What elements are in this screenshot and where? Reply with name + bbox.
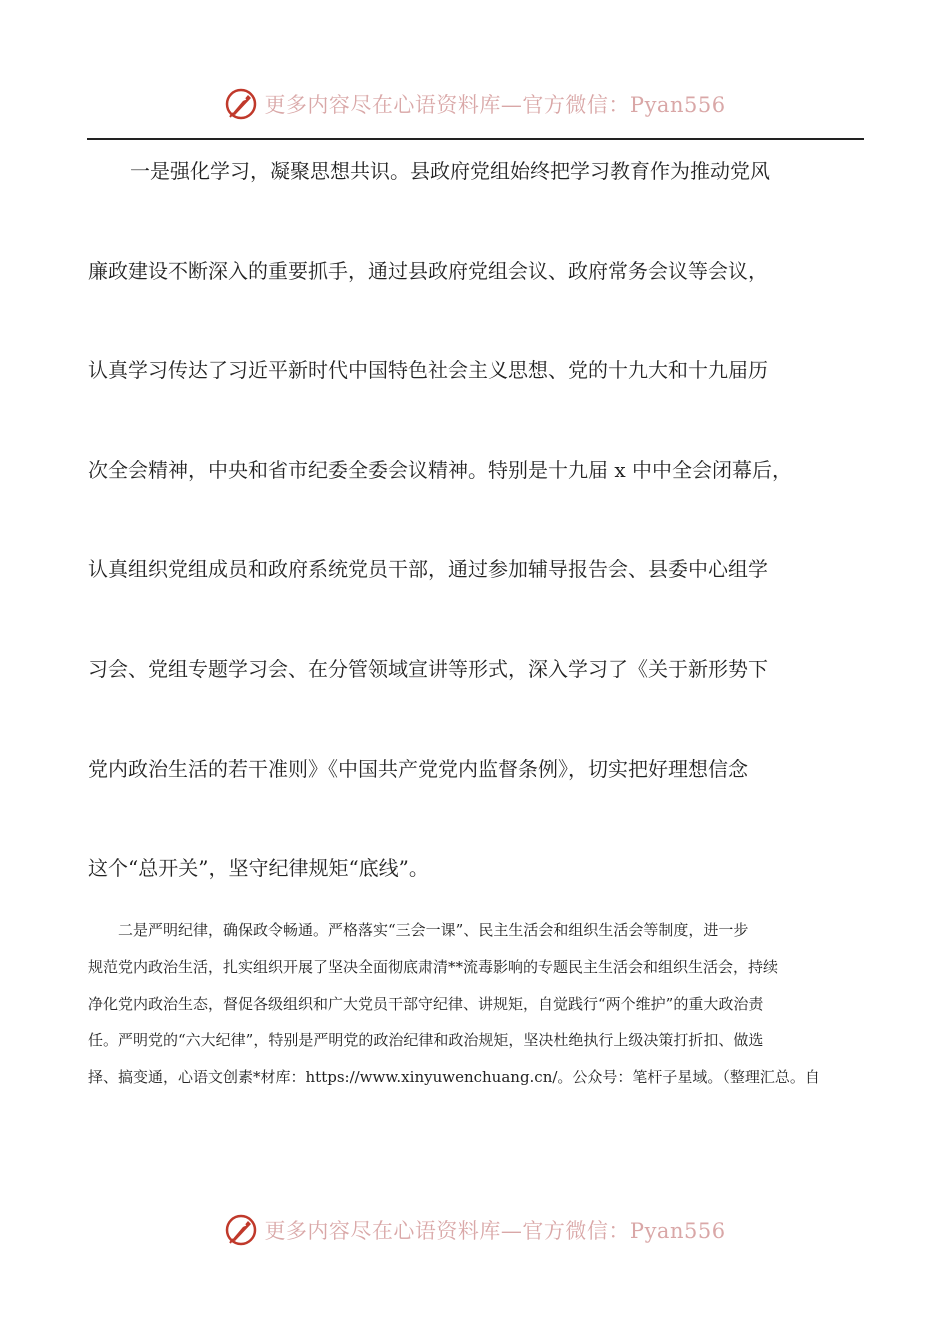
paragraph-line: 规范党内政治生活，扎实组织开展了坚决全面彻底肃清**流毒影响的专题民主生活会和组织生活会，持续 (88, 957, 779, 976)
paragraph-line: 任。严明党的“六大纪律”，特别是严明党的政治纪律和政治规矩，坚决杜绝执行上级决策打折扣、做选 (88, 1031, 764, 1050)
paragraph-line: 这个“总开关”，坚守纪律规矩“底线”。 (88, 856, 429, 881)
paragraph-line: 净化党内政治生态，督促各级组织和广大党员干部守纪律、讲规矩，自觉践行“两个维护”的重大政治责 (88, 994, 764, 1013)
paragraph-line: 习会、党组专题学习会、在分管领域宣讲等形式，深入学习了《关于新形势下 (88, 656, 768, 681)
paragraph-line: 廉政建设不断深入的重要抓手，通过县政府党组会议、政府常务会议等会议， (88, 258, 768, 283)
paragraph-line: 认真组织党组成员和政府系统党员干部，通过参加辅导报告会、县委中心组学 (88, 557, 768, 582)
brand-text: 更多内容尽在心语资料库—官方微信：Pyan556 (264, 93, 726, 117)
page-footer (0, 1208, 950, 1252)
quill-pen-logo-icon (224, 1213, 258, 1247)
brand-text: 更多内容尽在心语资料库—官方微信：Pyan556 (264, 1219, 726, 1243)
paragraph-line: 择、搞变通，心语文创素*材库：https://www.xinyuwenchuang.cn/。公众号：笔杆子星域。（整理汇总。自 (88, 1068, 820, 1087)
paragraph-line: 二是严明纪律，确保政令畅通。严格落实“三会一课”、民主生活会和组织生活会等制度，进一步 (118, 921, 749, 939)
paragraph-1 (88, 141, 864, 938)
brand-banner (224, 87, 725, 121)
header-divider (87, 138, 864, 140)
paragraph-line: 一是强化学习，凝聚思想共识。县政府党组始终把学习教育作为推动党风 (130, 159, 770, 183)
page-header (0, 82, 950, 126)
paragraph-line: 党内政治生活的若干准则》《中国共产党党内监督条例》，切实把好理想信念 (88, 756, 748, 781)
paragraph-2 (88, 912, 864, 1096)
paragraph-line: 认真学习传达了习近平新时代中国特色社会主义思想、党的十九大和十九届历 (88, 358, 768, 383)
quill-pen-logo-icon (224, 87, 258, 121)
paragraph-line: 次全会精神，中央和省市纪委全委会议精神。特别是十九届 x 中中全会闭幕后， (88, 457, 792, 482)
brand-banner (224, 1213, 725, 1247)
